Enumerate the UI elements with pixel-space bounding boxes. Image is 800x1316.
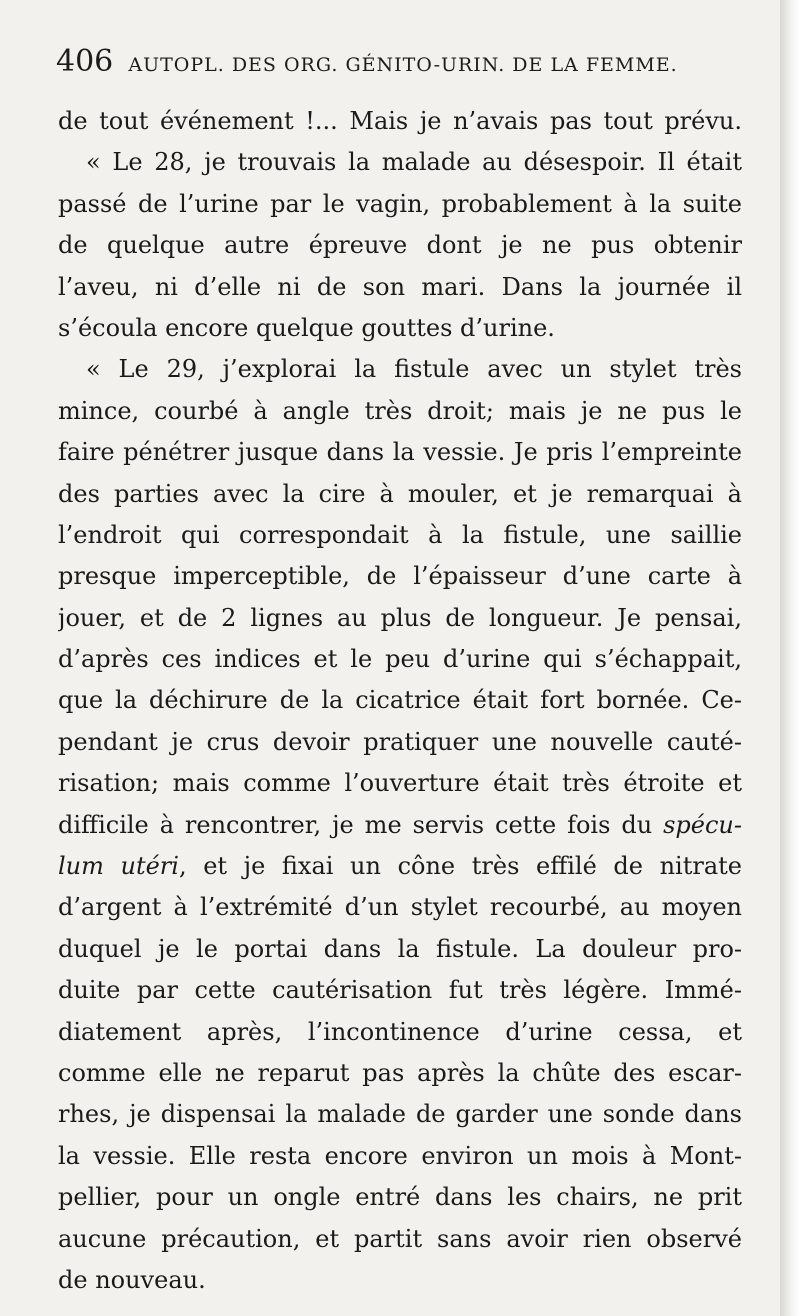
text-line: rhes, je dispensai la malade de garder une sonde dans <box>58 1100 742 1129</box>
italic-term: lum utéri <box>58 852 179 881</box>
text-line: pellier, pour un ongle entré dans les chairs, ne prit <box>58 1183 742 1212</box>
text-line: l’endroit qui correspondait à la fistule, une saillie <box>58 520 742 549</box>
text-line: que la déchirure de la cicatrice était fort bornée. Ce- <box>58 686 742 715</box>
page-edge <box>780 0 800 1316</box>
text-line: risation; mais comme l’ouverture était très étroite et <box>58 769 742 798</box>
page-number: 406 <box>56 44 114 79</box>
text-line: duquel je le portai dans la fistule. La douleur pro- <box>58 934 742 963</box>
text-line: de nouveau. <box>58 1265 206 1294</box>
running-header <box>56 44 746 79</box>
text-line: aucune précaution, et partit sans avoir rien observé <box>58 1224 742 1253</box>
text-line: mince, courbé à angle très droit; mais je ne pus le <box>58 396 742 425</box>
text-line: passé de l’urine par le vagin, probablement à la suite <box>58 189 742 218</box>
text-line: jouer, et de 2 lignes au plus de longueur. Je pensai, <box>58 603 742 632</box>
text-line: l’aveu, ni d’elle ni de son mari. Dans la journée il <box>58 272 742 301</box>
text-line: « Le 29, j’explorai la fistule avec un stylet très <box>86 355 742 384</box>
text-line: comme elle ne reparut pas après la chûte des escar- <box>58 1058 742 1087</box>
text-line: s’écoula encore quelque gouttes d’urine. <box>58 313 555 342</box>
text-line: de tout événement !... Mais je n’avais pas tout prévu. <box>58 107 742 135</box>
text-line: « Le 28, je trouvais la malade au désespoir. Il était <box>86 148 742 177</box>
text-line: faire pénétrer jusque dans la vessie. Je pris l’empreinte <box>58 438 742 467</box>
text-line: la vessie. Elle resta encore environ un mois à Mont- <box>58 1141 742 1170</box>
text-line: duite par cette cautérisation fut très légère. Immé- <box>58 976 742 1005</box>
text-line: lum utéri, et je fixai un cône très effilé de nitrate <box>58 852 742 881</box>
body-text <box>58 101 742 1301</box>
text-line: difficile à rencontrer, je me servis cette fois du spécu- <box>58 810 742 839</box>
text-line: d’argent à l’extrémité d’un stylet recourbé, au moyen <box>58 893 742 922</box>
italic-term: spécu- <box>663 810 742 839</box>
text-line: presque imperceptible, de l’épaisseur d’une carte à <box>58 562 742 591</box>
text-line: de quelque autre épreuve dont je ne pus obtenir <box>58 231 742 260</box>
text-line: diatement après, l’incontinence d’urine cessa, et <box>58 1017 742 1046</box>
text-line: des parties avec la cire à mouler, et je remarquai à <box>58 479 742 508</box>
running-head-title: AUTOPL. DES ORG. GÉNITO-URIN. DE LA FEMME. <box>128 54 678 76</box>
text-line: pendant je crus devoir pratiquer une nouvelle cauté- <box>58 727 742 756</box>
text-line: d’après ces indices et le peu d’urine qui s’échappait, <box>58 645 742 674</box>
